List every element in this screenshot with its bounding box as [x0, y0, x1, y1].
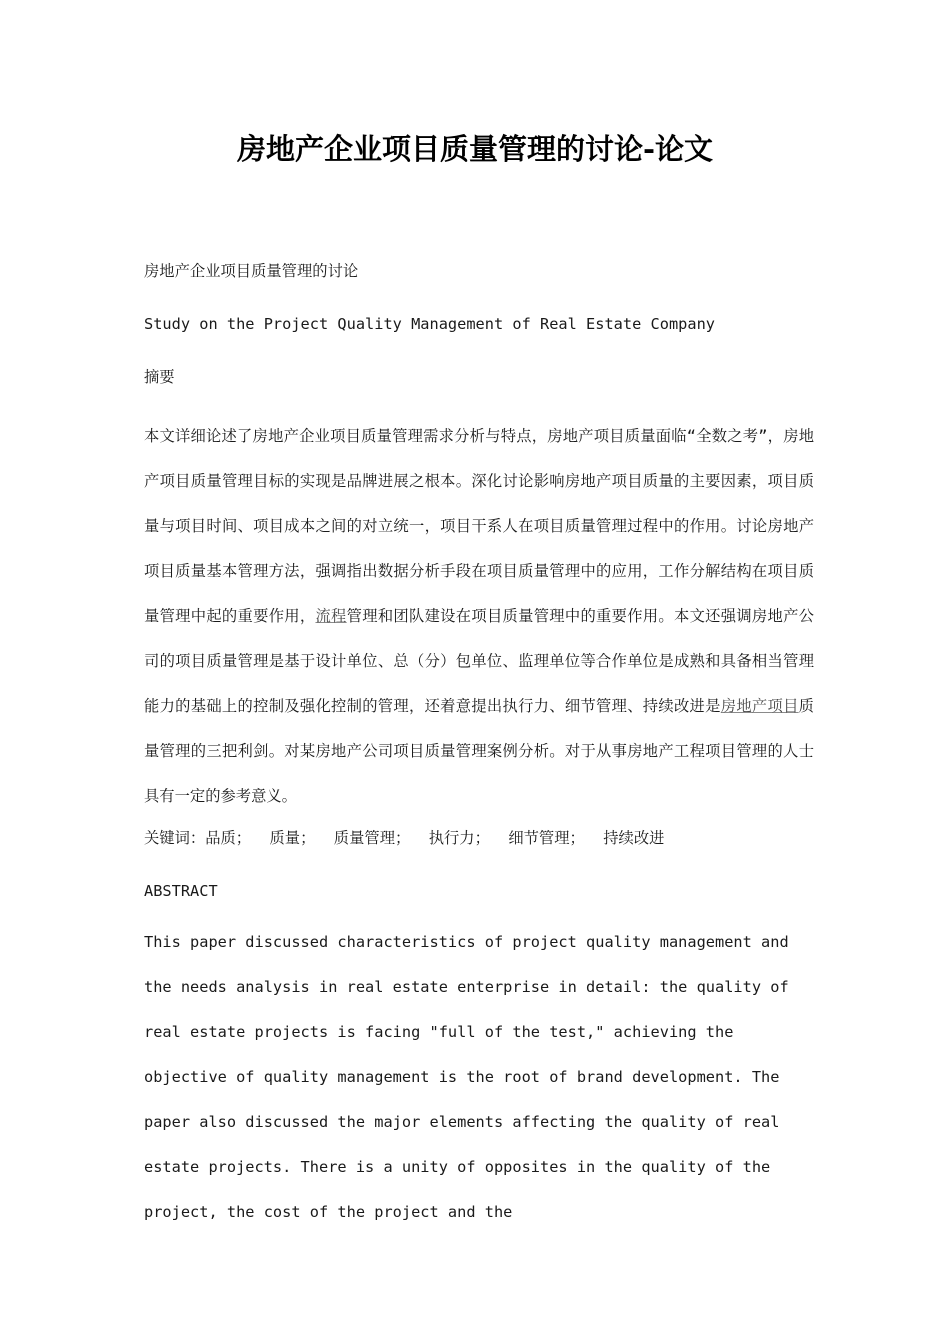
- document-body: [144, 255, 814, 1235]
- abstract-english: This paper discussed characteristics of project quality management and the needs analysis in real estate enterprise in detail: the quality of real estate projects is facing "full of the test," achieving the objective of quality management is the root of brand development. The paper also discussed the major elements affecting the quality of real estate projects. There is a unity of opposites in the quality of the project, the cost of the project and the: [144, 933, 789, 1221]
- abstract-chinese: [144, 414, 814, 819]
- abstract-text-part-2: 管理和团队建设在项目质量管理中的重要作用。本文还强调房地产公司的项目质量管理是基于设计单位、总（分）包单位、监理单位等合作单位是成熟和具备相当管理能力的基础上的控制及强化控制的管理，还着意提出执行力、细节管理、持续改进是: [144, 607, 814, 715]
- real-estate-project-link[interactable]: 房地产项目: [720, 697, 799, 715]
- abstract-text-part-1: 本文详细论述了房地产企业项目质量管理需求分析与特点，房地产项目质量面临“全数之考”，房地产项目质量管理目标的实现是品牌进展之根本。深化讨论影响房地产项目质量的主要因素，项目质量与项目时间、项目成本之间的对立统一，项目干系人在项目质量管理过程中的作用。讨论房地产项目质量基本管理方法，强调指出数据分析手段在项目质量管理中的应用，工作分解结构在项目质量管理中起的重要作用，: [144, 427, 814, 625]
- subtitle-english: Study on the Project Quality Management of Real Estate Company: [144, 315, 715, 333]
- abstract-text-part-3: 质量管理的三把利剑。对某房地产公司项目质量管理案例分析。对于从事房地产工程项目管理的人士具有一定的参考意义。: [144, 697, 814, 805]
- document-title: 房地产企业项目质量管理的讨论-论文: [236, 132, 714, 166]
- keywords: 关键词：品质； 质量； 质量管理； 执行力； 细节管理； 持续改进: [144, 829, 665, 847]
- subtitle-chinese: 房地产企业项目质量管理的讨论: [144, 262, 359, 280]
- process-link[interactable]: 流程: [315, 607, 347, 625]
- abstract-english-heading: ABSTRACT: [144, 882, 218, 900]
- abstract-heading: 摘要: [144, 368, 175, 386]
